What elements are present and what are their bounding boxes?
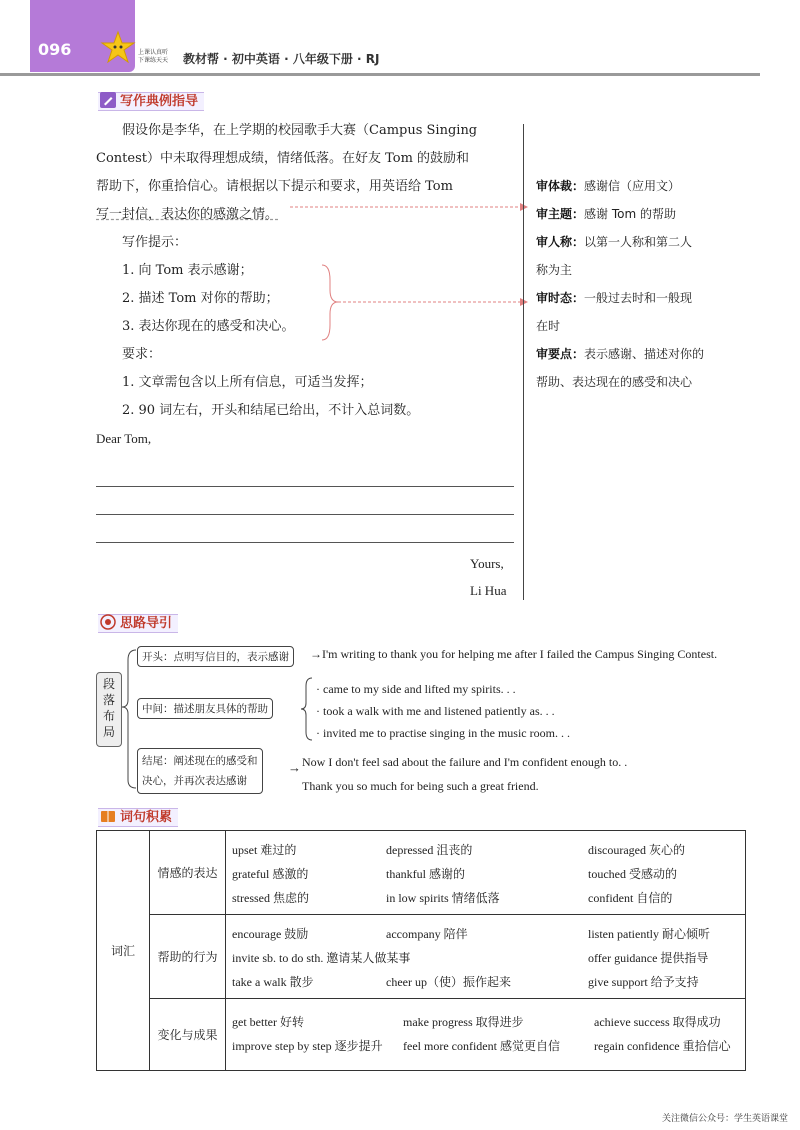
prompt-line: 帮助下，你重拾信心。请根据以下提示和要求，用英语给 Tom xyxy=(96,179,453,194)
vocab-item: depressed 沮丧的 xyxy=(386,843,473,857)
vocab-item: thankful 感谢的 xyxy=(386,867,465,881)
vocab-item: accompany 陪伴 xyxy=(386,927,468,941)
vocab-item: confident 自信的 xyxy=(588,891,673,905)
note-key: 审时态： xyxy=(536,291,585,305)
hints-label: 写作提示： xyxy=(122,235,188,250)
ending-box-line: 结尾：阐述现在的感受和 xyxy=(142,755,258,767)
note-value: 帮助、表达现在的感受和决心 xyxy=(536,375,693,389)
vocab-item: take a walk 散步 xyxy=(232,975,314,989)
vocab-item: improve step by step 逐步提升 xyxy=(232,1039,383,1053)
writing-line xyxy=(96,542,514,543)
note-line xyxy=(536,368,751,396)
note-value: 称为主 xyxy=(536,263,573,277)
vocab-item: achieve success 取得成功 xyxy=(594,1015,721,1029)
writing-line xyxy=(96,514,514,515)
header-divider xyxy=(0,73,760,76)
vocab-item: regain confidence 重拾信心 xyxy=(594,1039,731,1053)
label-char: 落 xyxy=(102,693,115,707)
opening-sentence: I'm writing to thank you for helping me after I failed the Campus Singing Contest. xyxy=(322,647,718,661)
note-value: 感谢 Tom 的帮助 xyxy=(584,207,676,221)
hint-item: 2. 描述 Tom 对你的帮助； xyxy=(122,291,279,306)
vocab-item: offer guidance 提供指导 xyxy=(588,951,709,965)
word-cell xyxy=(226,915,746,999)
slogan-line: 上课认真听 xyxy=(138,49,169,56)
note-value: 一般过去时和一般现 xyxy=(584,291,693,305)
group-label: 变化与成果 xyxy=(150,999,226,1071)
book-title: 教材帮 · 初中英语 · 八年级下册 · RJ xyxy=(183,52,380,66)
vocab-item: get better 好转 xyxy=(232,1015,304,1029)
middle-brace xyxy=(300,676,314,742)
note-line xyxy=(536,312,751,340)
slogan xyxy=(138,49,168,65)
ending-sentence: Thank you so much for being such a great friend. xyxy=(302,779,539,793)
page-number: 096 xyxy=(38,40,72,59)
vocab-item: make progress 取得进步 xyxy=(403,1015,524,1029)
vocab-item: upset 难过的 xyxy=(232,843,297,857)
label-char: 局 xyxy=(102,725,115,739)
opening-box: 开头：点明写信目的，表示感谢 xyxy=(137,646,294,667)
word-cell xyxy=(226,831,746,915)
note-line xyxy=(536,284,751,312)
note-value: 感谢信（应用文） xyxy=(584,179,681,193)
section-thought-guide xyxy=(98,612,178,631)
note-line xyxy=(536,200,751,228)
writing-line xyxy=(96,486,514,487)
paragraph-layout-label xyxy=(96,672,122,747)
vocab-item: discouraged 灰心的 xyxy=(588,843,685,857)
note-key: 审体裁： xyxy=(536,179,585,193)
note-value: 表示感谢、描述对你的 xyxy=(584,347,705,361)
book-icon xyxy=(100,808,116,824)
vocab-item: give support 给予支持 xyxy=(588,975,699,989)
middle-points xyxy=(316,678,570,744)
vocab-item: cheer up（使）振作起来 xyxy=(386,975,511,989)
section-title: 写作典例指导 xyxy=(98,92,204,111)
note-value: 在时 xyxy=(536,319,561,333)
label-char: 段 xyxy=(102,677,115,691)
slogan-line: 下课练天天 xyxy=(138,57,169,64)
vocab-item: invite sb. to do sth. 邀请某人做某事 xyxy=(232,951,411,965)
middle-box: 中间：描述朋友具体的帮助 xyxy=(137,698,273,719)
ending-sentence: Now I don't feel sad about the failure and I'm confident enough to. . xyxy=(302,755,628,769)
table-row xyxy=(97,915,746,999)
vocab-item: grateful 感激的 xyxy=(232,867,309,881)
section-title: 词句积累 xyxy=(98,808,178,827)
connector-lines xyxy=(290,195,530,345)
closing: Yours, xyxy=(470,556,504,571)
vocab-item: touched 受感动的 xyxy=(588,867,677,881)
pen-icon xyxy=(100,92,116,108)
section-writing-guide xyxy=(98,90,204,109)
section-vocab xyxy=(98,806,178,825)
vocab-item: encourage 鼓励 xyxy=(232,927,309,941)
prompt-line: 写一封信，表达你的感激之情。 xyxy=(96,207,279,222)
label-char: 布 xyxy=(102,709,115,723)
vocab-item: stressed 焦虑的 xyxy=(232,891,309,905)
note-value: 以第一人称和第二人 xyxy=(584,235,693,249)
vocab-table xyxy=(96,830,746,1071)
table-row xyxy=(97,831,746,915)
vocab-item: feel more confident 感觉更自信 xyxy=(403,1039,560,1053)
ending-box xyxy=(137,748,263,794)
greeting: Dear Tom, xyxy=(96,431,152,446)
opening-text: →I'm writing to thank you for helping me after I failed the Campus Singing Contest. xyxy=(310,647,718,661)
table-row xyxy=(97,999,746,1071)
note-key: 审要点： xyxy=(536,347,585,361)
requirement-item: 1. 文章需包含以上所有信息，可适当发挥； xyxy=(122,375,373,390)
note-key: 审人称： xyxy=(536,235,585,249)
section-title: 思路导引 xyxy=(98,614,178,633)
star-mascot-icon xyxy=(100,30,136,66)
word-cell xyxy=(226,999,746,1071)
analysis-notes xyxy=(536,172,751,396)
prompt-line: Contest）中未取得理想成绩，情绪低落。在好友 Tom 的鼓励和 xyxy=(96,151,470,166)
vocab-item: listen patiently 耐心倾听 xyxy=(588,927,710,941)
requirement-item: 2. 90 词左右，开头和结尾已给出，不计入总词数。 xyxy=(122,403,420,418)
hint-item: 1. 向 Tom 表示感谢； xyxy=(122,263,253,278)
signature: Li Hua xyxy=(470,583,507,598)
category-cell: 词汇 xyxy=(97,831,150,1071)
footer-note: 关注微信公众号：学生英语课堂 xyxy=(661,1114,788,1124)
note-line xyxy=(536,172,751,200)
ending-box-line: 决心，并再次表达感谢 xyxy=(142,775,247,787)
note-line xyxy=(536,256,751,284)
vocab-item: in low spirits 情绪低落 xyxy=(386,891,500,905)
note-key: 审主题： xyxy=(536,207,585,221)
note-line xyxy=(536,340,751,368)
middle-point: · invited me to practise singing in the music room. . . xyxy=(316,726,570,740)
middle-point: · came to my side and lifted my spirits. . . xyxy=(316,682,516,696)
column-divider xyxy=(523,124,524,600)
group-label: 情感的表达 xyxy=(150,831,226,915)
note-line xyxy=(536,228,751,256)
requirements-label: 要求： xyxy=(122,347,162,362)
target-icon xyxy=(100,614,116,630)
group-label: 帮助的行为 xyxy=(150,915,226,999)
hint-item: 3. 表达你现在的感受和决心。 xyxy=(122,319,295,334)
ending-arrow: → xyxy=(288,760,301,775)
ending-lines xyxy=(302,750,627,798)
middle-point: · took a walk with me and listened patiently as. . . xyxy=(316,704,555,718)
prompt-line: 假设你是李华，在上学期的校园歌手大赛（Campus Singing xyxy=(122,123,478,138)
